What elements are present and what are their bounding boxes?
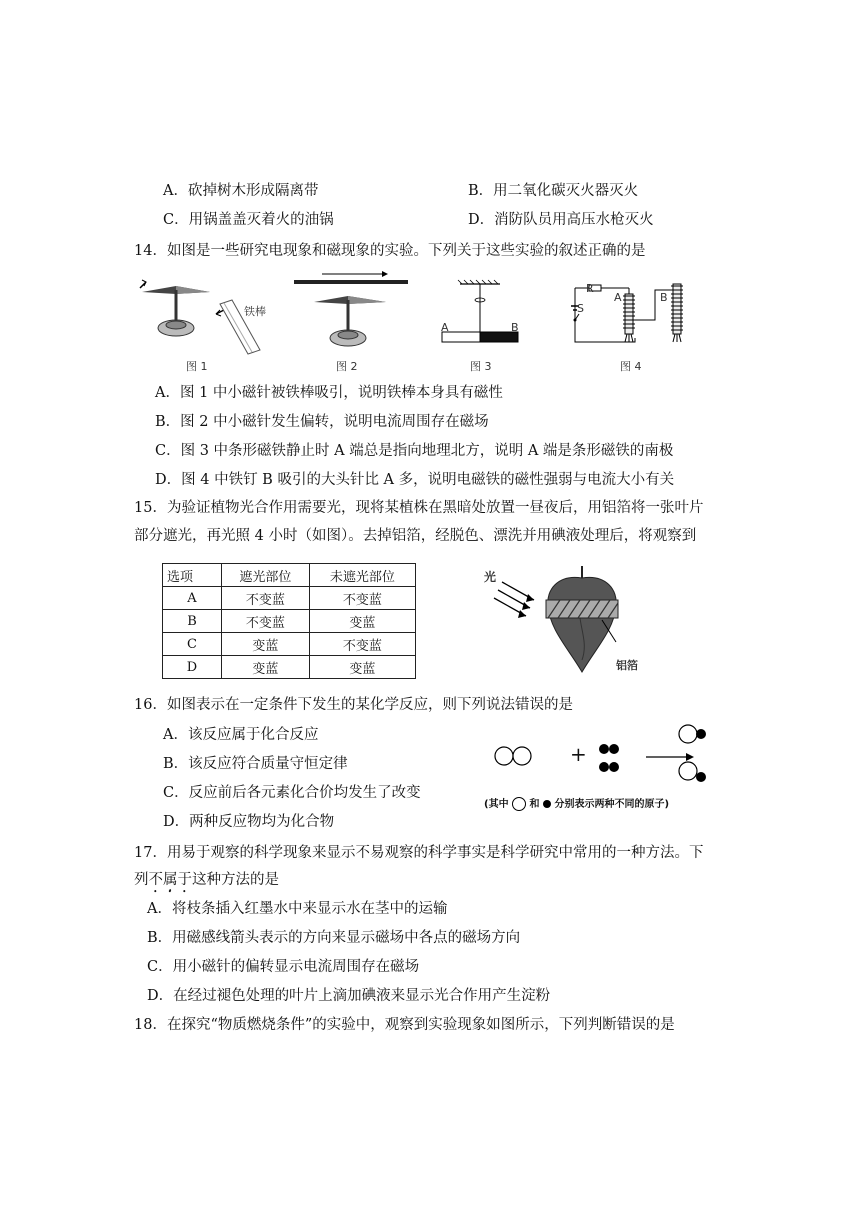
- table-row: [163, 656, 416, 679]
- figure-4-label-r: R: [586, 282, 594, 295]
- white-atom-icon: [512, 797, 526, 811]
- q17-option-d: D．在经过褪色处理的叶片上滴加碘液来显示光合作用产生淀粉: [147, 988, 551, 1004]
- table-cell: 变蓝: [309, 610, 415, 633]
- table-header-cell: 遮光部位: [222, 564, 310, 587]
- figure-3-label-a: A: [441, 321, 449, 334]
- q17-stem-line-1: 17．用易于观察的科学现象来显示不易观察的科学事实是科学研究中常用的一种方法。下: [134, 845, 704, 861]
- q14-option-c: C．图 3 中条形磁铁静止时 A 端总是指向地理北方，说明 A 端是条形磁铁的南极: [155, 443, 674, 459]
- q17-emphasis: 不属于: [148, 872, 192, 888]
- table-row: [163, 587, 416, 610]
- q17-option-a: A．将枝条插入红墨水中来显示水在茎中的运输: [147, 901, 448, 917]
- table-header-cell: 选项: [163, 564, 222, 587]
- table-cell: 不变蓝: [309, 587, 415, 610]
- figure-2-caption: 图 2: [336, 360, 358, 373]
- reaction-plus-sign: +: [570, 742, 587, 766]
- figure-4-label-s: S: [577, 302, 584, 315]
- table-cell: 不变蓝: [222, 587, 310, 610]
- table-cell: D: [163, 656, 222, 679]
- figure-4-electromagnet-circuit: [565, 280, 695, 346]
- figure-1-caption: 图 1: [186, 360, 208, 373]
- table-cell: 不变蓝: [309, 633, 415, 656]
- figure-3-suspended-magnet: [436, 272, 526, 352]
- q14-option-a: A．图 1 中小磁针被铁棒吸引，说明铁棒本身具有磁性: [155, 385, 503, 401]
- figure-3-label-b: B: [511, 321, 519, 334]
- leaf-light-label: 光: [484, 570, 497, 584]
- q14-stem: 14．如图是一些研究电现象和磁现象的实验。下列关于这些实验的叙述正确的是: [134, 243, 646, 259]
- table-cell: 变蓝: [222, 656, 310, 679]
- q18-stem: 18．在探究“物质燃烧条件”的实验中，观察到实验现象如图所示，下列判断错误的是: [134, 1017, 675, 1033]
- figure-1-rod-label: 铁棒: [244, 305, 266, 318]
- table-header-row: [163, 564, 416, 587]
- q16-option-d: D．两种反应物均为化合物: [163, 814, 335, 830]
- q16-option-a: A．该反应属于化合反应: [163, 727, 319, 743]
- table-row: [163, 633, 416, 656]
- legend-suffix: 分别表示两种不同的原子): [554, 799, 670, 810]
- q15-result-table: [162, 563, 416, 679]
- q17-option-c: C．用小磁针的偏转显示电流周围存在磁场: [147, 959, 420, 975]
- q13-option-c: C．用锅盖盖灭着火的油锅: [163, 212, 334, 228]
- table-cell: 变蓝: [222, 633, 310, 656]
- figure-4-caption: 图 4: [620, 360, 642, 373]
- table-header-cell: 未遮光部位: [309, 564, 415, 587]
- leaf-foil-label: 铝箔: [616, 659, 638, 672]
- q16-stem: 16．如图表示在一定条件下发生的某化学反应，则下列说法错误的是: [134, 697, 573, 713]
- figure-1-needle-and-iron-rod: [132, 270, 282, 370]
- table-cell: 变蓝: [309, 656, 415, 679]
- figure-2-wire-and-needle: [292, 270, 412, 370]
- q14-option-d: D．图 4 中铁钉 B 吸引的大头针比 A 多，说明电磁铁的磁性强弱与电流大小有关: [155, 472, 675, 488]
- figure-4-label-b: B: [660, 291, 668, 304]
- q15-stem-line-1: 15．为验证植物光合作用需要光，现将某植株在黑暗处放置一昼夜后，用铝箔将一张叶片: [134, 500, 704, 516]
- q17-stem-post: 这种方法的是: [192, 872, 279, 888]
- table-cell: B: [163, 610, 222, 633]
- q17-stem-pre: 列: [134, 872, 149, 888]
- reaction-diagram: [490, 720, 720, 790]
- q13-option-d: D．消防队员用高压水枪灭火: [468, 212, 654, 228]
- legend-and: 和: [529, 799, 540, 810]
- q16-option-c: C．反应前后各元素化合价均发生了改变: [163, 785, 421, 801]
- reaction-legend: [484, 795, 669, 811]
- q17-option-b: B．用磁感线箭头表示的方向来显示磁场中各点的磁场方向: [147, 930, 521, 946]
- q15-stem-line-2: 部分遮光，再光照 4 小时（如图）。去掉铝箔，经脱色、漂洗并用碘液处理后，将观察到: [134, 528, 697, 544]
- figure-3-caption: 图 3: [470, 360, 492, 373]
- table-cell: C: [163, 633, 222, 656]
- black-atom-icon: [543, 800, 551, 808]
- table-cell: 不变蓝: [222, 610, 310, 633]
- q17-stem-line-2: [134, 870, 279, 896]
- legend-prefix: (其中: [484, 799, 509, 810]
- figure-4-label-a: A: [614, 291, 622, 304]
- q13-option-b: B．用二氧化碳灭火器灭火: [468, 183, 639, 199]
- table-cell: A: [163, 587, 222, 610]
- q14-option-b: B．图 2 中小磁针发生偏转，说明电流周围存在磁场: [155, 414, 489, 430]
- q13-option-a: A．砍掉树木形成隔离带: [163, 183, 319, 199]
- table-row: [163, 610, 416, 633]
- q16-option-b: B．该反应符合质量守恒定律: [163, 756, 348, 772]
